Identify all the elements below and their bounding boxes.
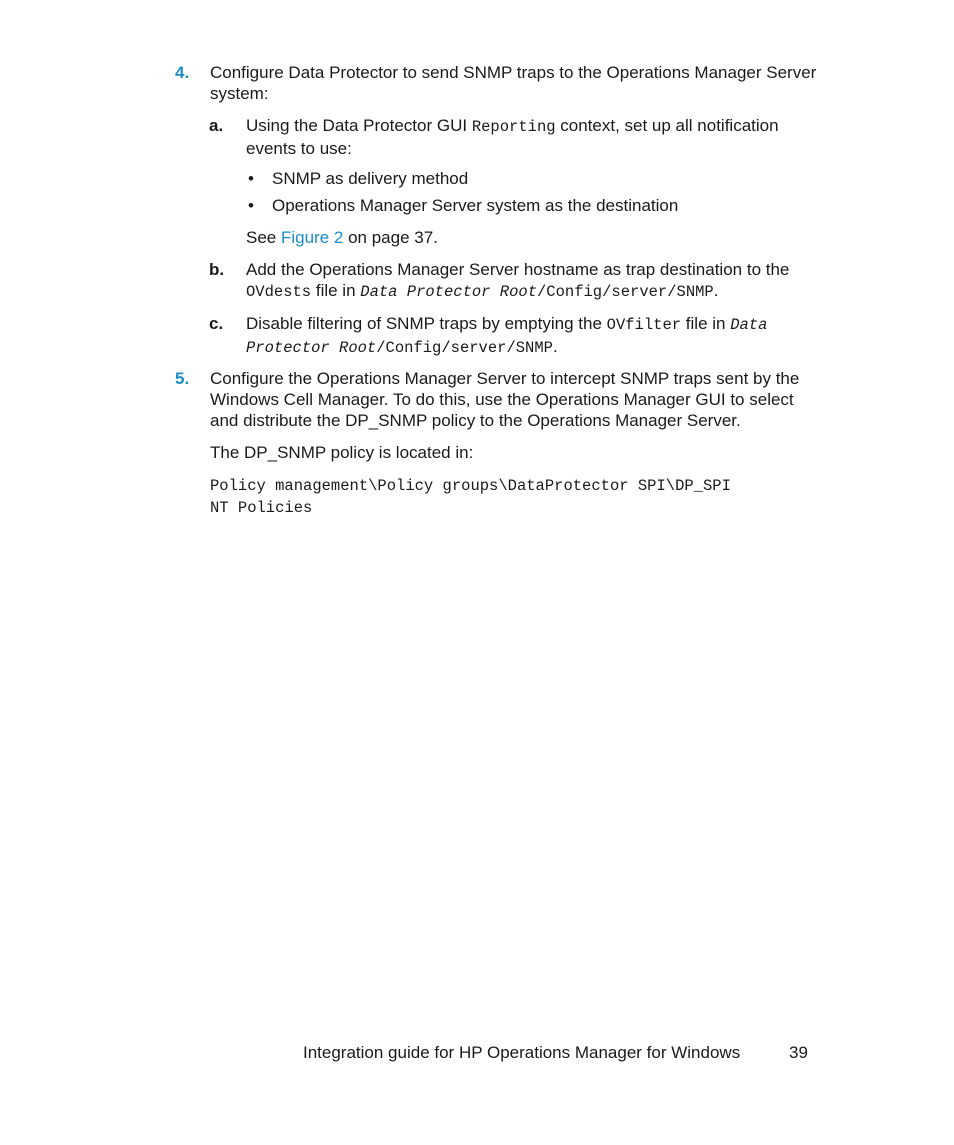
data-protector-root-code: Data Protector Root (246, 316, 768, 357)
step-number-5: 5. (175, 369, 190, 388)
see-figure-reference (246, 227, 826, 248)
substep-c-text-before: Disable filtering of SNMP traps by emptying the (246, 314, 607, 333)
substep-b-text-mid: file in (311, 281, 361, 300)
substep-a-text-before: Using the Data Protector GUI (246, 116, 472, 135)
substep-letter-b: b. (209, 260, 225, 279)
policy-path-line-2: NT Policies (210, 499, 313, 517)
substep-b-text-before: Add the Operations Manager Server hostname as trap destination to the (246, 260, 790, 279)
step-number-4: 4. (175, 63, 190, 82)
substep-c-text (246, 313, 826, 359)
bullet-item-destination: Operations Manager Server system as the destination (272, 196, 679, 215)
see-text: See (246, 228, 281, 247)
policy-path-line-1: Policy management\Policy groups\DataProtector SPI\DP_SPI (210, 477, 731, 495)
substep-letter-c: c. (209, 314, 224, 333)
step-4-text: Configure Data Protector to send SNMP traps to the Operations Manager Server system: (210, 63, 817, 103)
substep-b-text (246, 259, 826, 303)
ovdests-file-code: OVdests (246, 283, 312, 301)
see-page-text: on page 37. (343, 228, 438, 247)
reporting-context-code: Reporting (471, 118, 556, 136)
bullet-marker: • (248, 169, 254, 188)
policy-location-intro: The DP_SNMP policy is located in: (210, 443, 474, 462)
bullet-marker: • (248, 196, 254, 215)
figure-2-link[interactable]: Figure 2 (280, 228, 344, 247)
page-number: 39 (789, 1043, 808, 1062)
substep-c-text-mid: file in (681, 314, 731, 333)
data-protector-root-code: Data Protector Root (360, 283, 537, 301)
substep-a-text (246, 115, 826, 159)
bullet-item-delivery: SNMP as delivery method (272, 169, 469, 188)
substep-a-text-after: context, set up all notification events to use: (246, 116, 779, 158)
substep-b-text-end: . (713, 281, 719, 300)
step-5-text: Configure the Operations Manager Server to intercept SNMP traps sent by the Windows Cell Manager. To do this, use the Operations Manager GUI to select and distribute the DP_SNMP policy to the Operations Manager Server. (210, 369, 800, 430)
substep-c-text-end: . (552, 337, 558, 356)
policy-path-code-block (210, 475, 830, 519)
ovfilter-file-code: OVfilter (606, 316, 682, 334)
footer-title: Integration guide for HP Operations Manager for Windows (303, 1043, 741, 1062)
snmp-path-code: /Config/server/SNMP (537, 283, 714, 301)
substep-letter-a: a. (209, 116, 224, 135)
snmp-path-code: /Config/server/SNMP (376, 339, 553, 357)
